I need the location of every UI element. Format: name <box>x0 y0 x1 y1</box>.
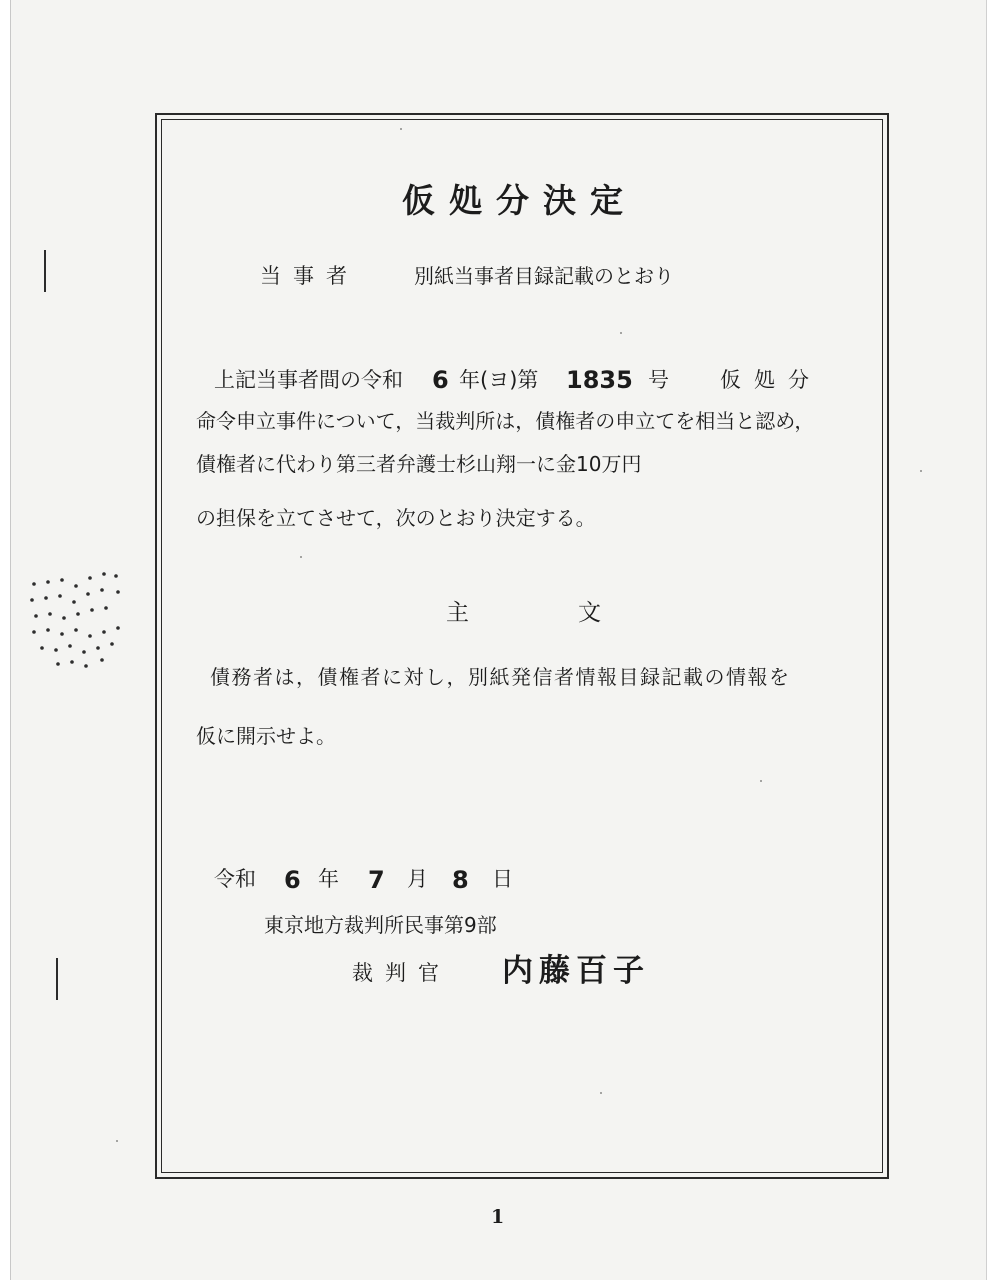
main-heading-left: 主 <box>446 600 469 626</box>
order-line2: 仮に開示せよ。 <box>196 724 336 748</box>
intro-line1-year: 6 <box>432 366 449 394</box>
judge-label: 裁判官 <box>352 961 451 985</box>
main-heading-right: 文 <box>578 600 601 626</box>
date-era: 令和 <box>214 867 256 891</box>
date-month-unit: 月 <box>407 867 428 891</box>
intro-line1-mid: 年(ヨ)第 <box>459 368 539 392</box>
punch-dots-pattern <box>28 570 128 670</box>
order-line1: 債務者は，債権者に対し，別紙発信者情報目録記載の情報を <box>210 665 791 689</box>
intro-line4: の担保を立てさせて，次のとおり決定する。 <box>196 506 596 530</box>
court-name: 東京地方裁判所民事第9部 <box>264 913 497 937</box>
scan-speck <box>116 1140 118 1142</box>
scan-speck <box>920 470 922 472</box>
parties-label: 当事者 <box>260 264 359 288</box>
intro-line3: 債権者に代わり第三者弁護士杉山翔一に金10万円 <box>196 452 642 476</box>
judge-name: 内藤百子 <box>502 953 650 989</box>
case-number: 1835 <box>566 366 633 394</box>
margin-mark-top <box>44 250 46 292</box>
intro-line2: 命令申立事件について，当裁判所は，債権者の申立てを相当と認め， <box>196 409 815 433</box>
date-year: 6 <box>284 866 301 894</box>
page-number: 1 <box>491 1206 505 1228</box>
date-month: 7 <box>368 866 385 894</box>
date-day-unit: 日 <box>492 867 513 891</box>
parties-value: 別紙当事者目録記載のとおり <box>414 264 674 288</box>
date-day: 8 <box>452 866 469 894</box>
intro-line1-prefix: 上記当事者間の令和 <box>214 368 403 392</box>
date-year-unit: 年 <box>318 867 339 891</box>
intro-line1-tail: 仮処分 <box>720 368 822 392</box>
intro-line1-go: 号 <box>648 368 669 392</box>
document-title: 仮処分決定 <box>402 181 637 220</box>
margin-mark-bottom <box>56 958 58 1000</box>
